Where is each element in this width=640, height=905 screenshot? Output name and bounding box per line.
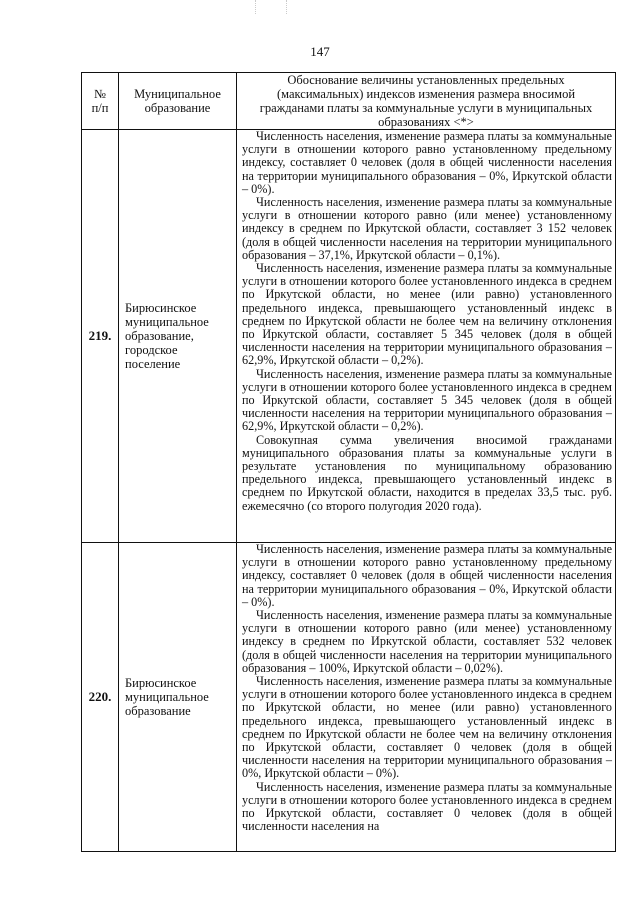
paragraph: Численность населения, изменение размера платы за коммунальные услуги в отношении которого более установленного индекса в среднем по Иркутской области, но менее (или равно) установленного предельного индекса, превышающего установленный индекс в среднем по Иркутской области не более чем на величину отклонения по Иркутской области, составляет 0 человек (доля в общей численности населения на территории муниципального образования – 0%, Иркутской области – 0%). xyxy=(242,674,612,781)
paragraph: Численность населения, изменение размера платы за коммунальные услуги в отношении которого равно установленному предельному индексу, составляет 0 человек (доля в общей численности населения на территории муниципального образования – 0%, Иркутской области – 0%). xyxy=(242,129,612,196)
header-justification: Обоснование величины установленных предельных (максимальных) индексов изменения размера вносимой гражданами платы за коммунальные услуги в муниципальных образованиях <*> xyxy=(237,73,616,130)
row-number: 219. xyxy=(82,130,119,543)
table-row xyxy=(82,543,616,852)
header-number: № п/п xyxy=(82,73,119,130)
paragraph: Численность населения, изменение размера платы за коммунальные услуги в отношении которого более установленного индекса в среднем по Иркутской области, но менее (или равно) установленного предельного индекса, превышающего установленный индекс в среднем по Иркутской области не более чем на величину отклонения по Иркутской области, составляет 5 345 человек (доля в общей численности населения на территории муниципального образования – 62,9%, Иркутской области – 0,2%). xyxy=(242,261,612,368)
row-municipality: Бирюсинское муниципальное образование xyxy=(119,543,237,852)
row-municipality: Бирюсинское муниципальное образование, городское поселение xyxy=(119,130,237,543)
paragraph: Численность населения, изменение размера платы за коммунальные услуги в отношении которого более установленного индекса в среднем по Иркутской области, составляет 5 345 человек (доля в общей численности населения на территории муниципального образования – 62,9%, Иркутской области – 0,2%). xyxy=(242,366,612,434)
page-number: 147 xyxy=(310,44,330,59)
paragraph: Численность населения, изменение размера платы за коммунальные услуги в отношении которого равно (или менее) установленному индексу в среднем по Иркутской области, составляет 3 152 человек (доля в общей численности населения на территории муниципального образования – 37,1%, Иркутской области – 0,1%). xyxy=(242,195,612,262)
table-row xyxy=(82,130,616,543)
table-header-row xyxy=(82,73,616,130)
paragraph: Численность населения, изменение размера платы за коммунальные услуги в отношении которого равно (или менее) установленному индексу в среднем по Иркутской области, составляет 532 человек (доля в общей численности населения на территории муниципального образования – 100%, Иркутской области – 0,02%). xyxy=(242,608,612,675)
row-number: 220. xyxy=(82,543,119,852)
paragraph: Численность населения, изменение размера платы за коммунальные услуги в отношении которого более установленного индекса в среднем по Иркутской области, составляет 0 человек (доля в общей численности населения на xyxy=(242,779,612,834)
scan-artifact xyxy=(255,0,287,14)
row-justification xyxy=(237,543,616,852)
header-municipality: Муниципальное образование xyxy=(119,73,237,130)
paragraph: Совокупная сумма увеличения вносимой гражданами муниципального образования платы за коммунальные услуги в результате установления по муниципальному образованию предельного индекса, превышающего установленный индекс в среднем по Иркутской области, находится в пределах 33,5 тыс. руб. ежемесячно (со второго полугодия 2020 года). xyxy=(242,432,612,513)
indices-table xyxy=(81,72,616,852)
paragraph: Численность населения, изменение размера платы за коммунальные услуги в отношении которого равно установленному предельному индексу, составляет 0 человек (доля в общей численности населения на территории муниципального образования – 0%, Иркутской области – 0%). xyxy=(242,542,612,609)
row-justification xyxy=(237,130,616,543)
